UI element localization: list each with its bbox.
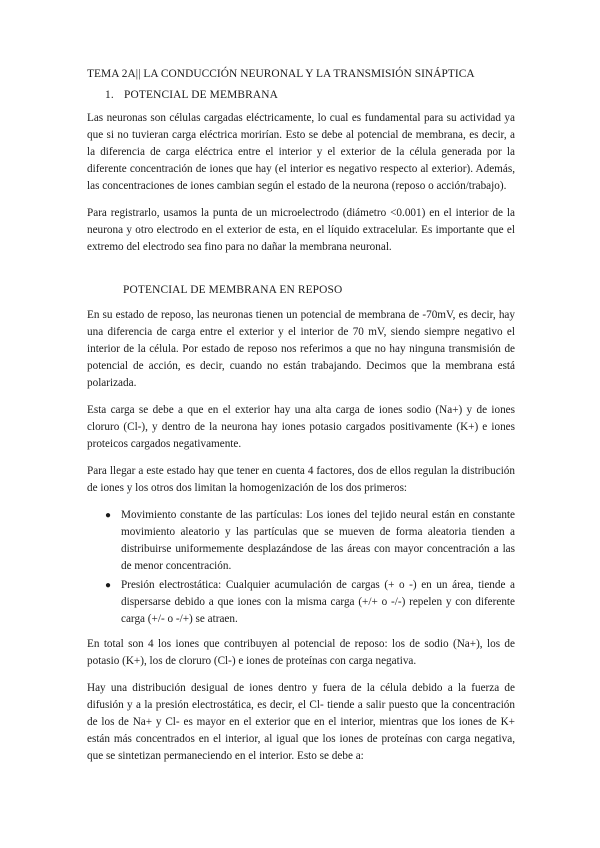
paragraph: Para registrarlo, usamos la punta de un microelectrodo (diámetro <0.001) en el interior de la neurona y otro electrodo en el exterior de esta, en el líquido extracelular. Es importante que el extremo del electrodo sea fino para no dañar la membrana neuronal. [87, 207, 515, 253]
document-page [87, 66, 515, 775]
paragraph: En su estado de reposo, las neuronas tienen un potencial de membrana de -70mV, es decir, hay una diferencia de carga entre el exterior y el interior de 70 mV, siendo siempre negativo el interior de la célula. Por estado de reposo nos referimos a que no hay ninguna transmisión de potencial de acción, es decir, cuando no están trabajando. Decimos que la membrana está polarizada. [87, 309, 515, 389]
document-title: TEMA 2A|| LA CONDUCCIÓN NEURONAL Y LA TRANSMISIÓN SINÁPTICA [87, 68, 475, 80]
paragraph: Hay una distribución desigual de iones dentro y fuera de la célula debido a la fuerza de difusión y a la presión electrostática, es decir, el Cl- tiende a salir puesto que la concentración de los de Na+ y Cl- es mayor en el exterior que en el interior, mientras que los iones de K+ están más concentrados en el interior, al igual que los iones de proteínas con carga negativa, que se sintetizan permaneciendo en el interior. Esto se debe a: [87, 682, 515, 762]
list-item-text: Presión electrostática: Cualquier acumulación de cargas (+ o -) en un área, tiende a dispersarse debido a que iones con la misma carga (+/+ o -/-) repelen y con diferente carga (+/- o -/+) se atraen. [121, 579, 515, 625]
paragraph: Para llegar a este estado hay que tener en cuenta 4 factores, dos de ellos regulan la distribución de iones y los otros dos limitan la homogenización de los dos primeros: [87, 465, 515, 494]
section-heading-reposo: POTENCIAL DE MEMBRANA EN REPOSO [123, 284, 343, 296]
section-number: 1. [105, 89, 114, 101]
bullet-icon: ● [105, 580, 112, 591]
list-item [105, 577, 515, 628]
paragraph: Las neuronas son células cargadas eléctricamente, lo cual es fundamental para su actividad ya que si no tuvieran carga eléctrica morirían. Esto se debe al potencial de membrana, es decir, a la diferencia de carga eléctrica entre el interior y el exterior de la célula generada por la diferente concentración de iones que hay (el interior es negativo respecto al exterior). Además, las concentraciones de iones cambian según el estado de la neurona (reposo o acción/trabajo). [87, 112, 515, 192]
paragraph: En total son 4 los iones que contribuyen al potencial de reposo: los de sodio (Na+), los de potasio (K+), los de cloruro (Cl-) e iones de proteínas con carga negativa. [87, 638, 515, 667]
factor-list [87, 507, 515, 628]
paragraph: Esta carga se debe a que en el exterior hay una alta carga de iones sodio (Na+) y de iones cloruro (Cl-), y dentro de la neurona hay iones potasio cargados positivamente (K+) e iones proteicos cargados negativamente. [87, 404, 515, 450]
list-item-text: Movimiento constante de las partículas: Los iones del tejido neural están en constante movimiento aleatorio y las partículas que se mueven de forma aleatoria tienden a distribuirse uniformemente desplazándose de las áreas con mayor concentración a las de menor concentración. [121, 509, 515, 572]
section-heading-text: POTENCIAL DE MEMBRANA [124, 89, 278, 101]
list-item [105, 507, 515, 575]
section-heading-potencial-membrana [105, 87, 515, 104]
bullet-icon: ● [105, 510, 112, 521]
